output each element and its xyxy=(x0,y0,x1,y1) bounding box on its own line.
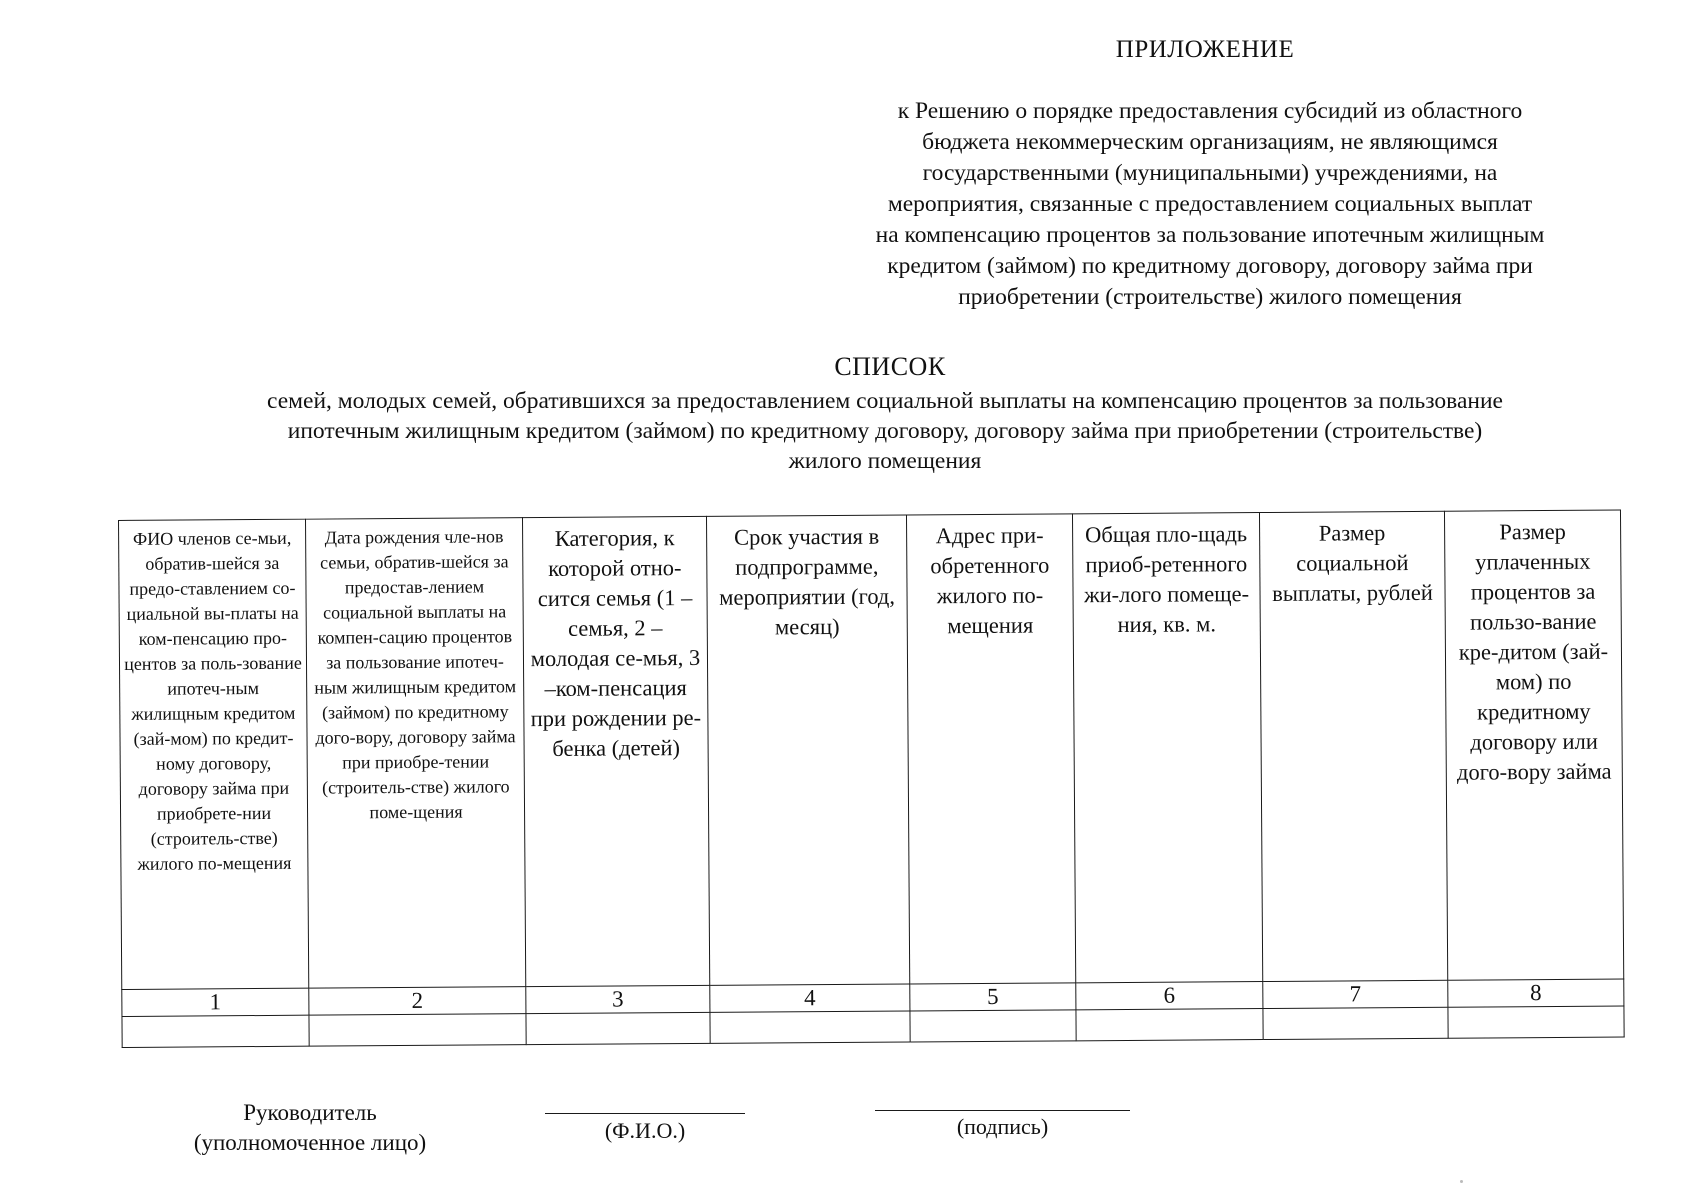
appendix-line: кредитом (займом) по кредитному договору, договору займа при xyxy=(887,253,1533,279)
subtitle-line: семей, молодых семей, обратившихся за предоставлением социальной выплаты на компенсацию процентов за пользование xyxy=(267,388,1503,414)
empty-cell xyxy=(1076,1009,1263,1041)
families-table xyxy=(118,510,1625,1048)
empty-cell xyxy=(710,1011,910,1043)
fio-signature-line xyxy=(545,1113,745,1114)
signatory-role xyxy=(170,1098,450,1158)
empty-cell xyxy=(1263,1007,1448,1039)
header-address: Адрес при-обретенного жилого по-мещения xyxy=(906,514,1075,984)
empty-cell xyxy=(122,1015,309,1047)
appendix-line: приобретении (строительстве) жилого помещения xyxy=(958,284,1462,310)
fio-label: (Ф.И.О.) xyxy=(604,1118,686,1143)
column-number: 1 xyxy=(122,988,309,1016)
role-line: (уполномоченное лицо) xyxy=(193,1130,427,1155)
empty-cell xyxy=(309,1014,526,1047)
appendix-line: бюджета некоммерческим организациям, не являющимся xyxy=(922,129,1498,155)
empty-cell xyxy=(1448,1006,1624,1038)
header-payment-amount: Размер социальной выплаты, рублей xyxy=(1259,511,1447,981)
signature-line xyxy=(875,1110,1130,1111)
list-title: СПИСОК xyxy=(834,352,946,381)
column-number: 4 xyxy=(710,984,910,1012)
header-participation-term: Срок участия в подпрограмме, мероприятии (год, месяц) xyxy=(706,515,909,985)
appendix-line: государственными (муниципальными) учреждениями, на xyxy=(922,160,1498,186)
scan-artifact xyxy=(1460,1180,1463,1183)
appendix-title: ПРИЛОЖЕНИЕ xyxy=(1115,36,1295,63)
header-area: Общая пло-щадь приоб-ретенного жи-лого помеще-ния, кв. м. xyxy=(1072,513,1262,983)
table-header-row xyxy=(119,510,1624,989)
column-number: 8 xyxy=(1448,979,1624,1007)
appendix-line: к Решению о порядке предоставления субсидий из областного xyxy=(897,98,1523,124)
column-number: 5 xyxy=(910,983,1076,1011)
appendix-description xyxy=(780,96,1640,313)
appendix-line: мероприятия, связанные с предоставлением социальных выплат xyxy=(887,191,1533,217)
column-number: 7 xyxy=(1263,980,1448,1008)
role-line: Руководитель xyxy=(243,1100,377,1125)
header-category: Категория, к которой отно-сится семья (1 – семья, 2 – молодая се-мья, 3 –ком-пенсация при рождении ре-бенка (детей) xyxy=(522,516,709,986)
header-birth-date: Дата рождения чле-нов семьи, обратив-шейся за предостав-лением социальной выплаты на компен-сацию процентов за пользование ипотеч-ным жилищным кредитом (займом) по кредитному дого-вору, договору займа при приобре-тении (строитель-стве) жилого поме-щения xyxy=(305,518,525,989)
subtitle-line: ипотечным жилищным кредитом (займом) по кредитному договору, договору займа при приобретении (строительстве) xyxy=(287,418,1483,444)
column-number: 6 xyxy=(1076,982,1263,1010)
column-number: 3 xyxy=(526,985,710,1013)
empty-cell xyxy=(910,1010,1076,1042)
appendix-line: на компенсацию процентов за пользование ипотечным жилищным xyxy=(875,222,1545,248)
header-family-name: ФИО членов се-мьи, обратив-шейся за предо-ставлением со-циальной вы-платы на ком-пенсацию про-центов за поль-зование ипотеч-ным жилищным кредитом (зай-мом) по кредит-ному договору, договору займа при приобрете-нии (строитель-стве) жилого по-мещения xyxy=(119,519,309,989)
subtitle-line: жилого помещения xyxy=(788,448,982,474)
header-interest-paid: Размер уплаченных процентов за пользо-вание кре-дитом (зай-мом) по кредитному договору или дого-вору займа xyxy=(1444,510,1623,980)
signature-label: (подпись) xyxy=(956,1114,1049,1139)
column-number: 2 xyxy=(309,987,526,1016)
list-subtitle xyxy=(150,386,1620,476)
empty-cell xyxy=(526,1012,710,1044)
